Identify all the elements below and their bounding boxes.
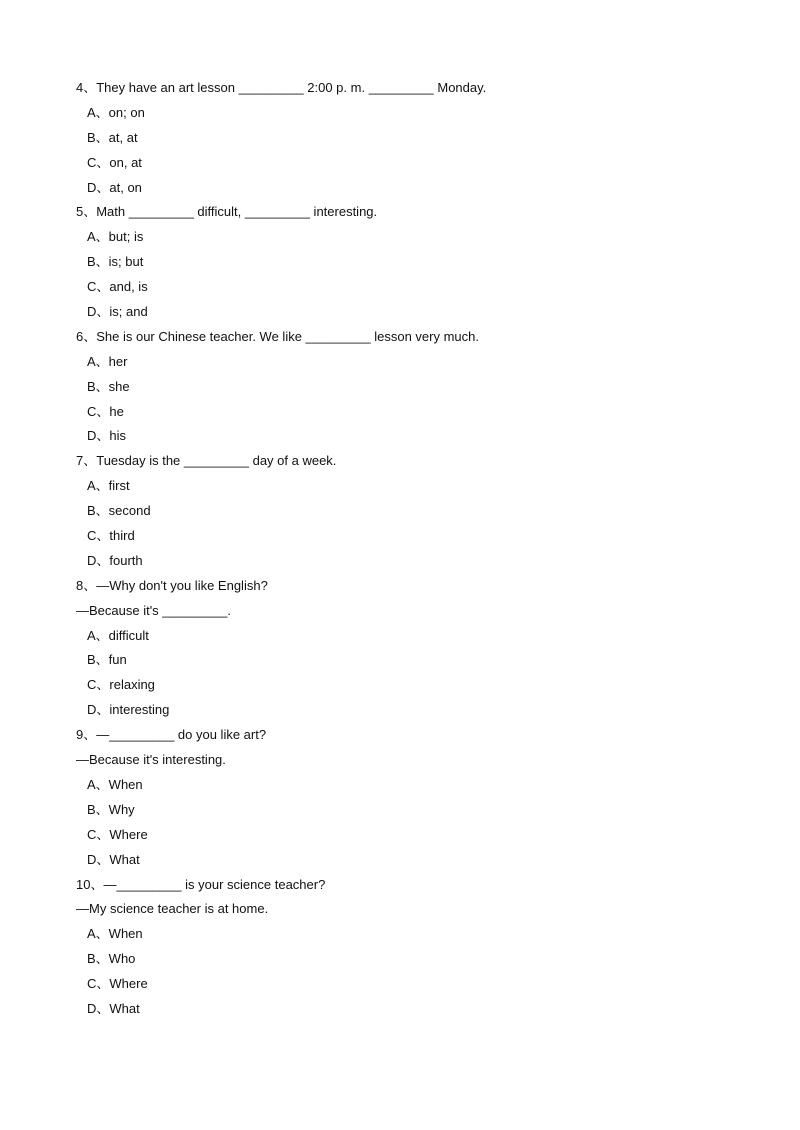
answer-option: C、on, at xyxy=(87,154,142,170)
answer-option: A、When xyxy=(87,776,143,792)
question-block xyxy=(76,873,736,1022)
answer-option: D、his xyxy=(87,428,127,444)
answer-option: B、at, at xyxy=(87,129,138,145)
answer-option: D、at, on xyxy=(87,179,142,195)
answer-option: B、Who xyxy=(87,951,136,967)
question-block xyxy=(76,574,736,723)
question-block xyxy=(76,200,736,324)
question-block xyxy=(76,723,736,872)
answer-option: B、is; but xyxy=(87,254,144,270)
question-stem: 5、Math _________ difficult, _________ interesting. xyxy=(76,204,378,220)
answer-option: A、on; on xyxy=(87,104,145,120)
answer-option: A、her xyxy=(87,353,128,369)
answer-option: B、she xyxy=(87,378,130,394)
question-block xyxy=(76,449,736,573)
answer-option: A、difficult xyxy=(87,627,149,643)
answer-option: C、Where xyxy=(87,826,148,842)
answer-option: B、second xyxy=(87,503,151,519)
question-dialogue-line: —My science teacher is at home. xyxy=(76,901,269,917)
answer-option: D、What xyxy=(87,851,140,867)
answer-option: C、and, is xyxy=(87,279,148,295)
answer-option: A、When xyxy=(87,926,143,942)
answer-option: B、Why xyxy=(87,801,135,817)
answer-option: D、fourth xyxy=(87,552,143,568)
answer-option: D、is; and xyxy=(87,304,148,320)
answer-option: A、first xyxy=(87,478,130,494)
answer-option: B、fun xyxy=(87,652,127,668)
answer-option: D、interesting xyxy=(87,702,170,718)
answer-option: C、Where xyxy=(87,976,148,992)
question-block xyxy=(76,325,736,449)
question-dialogue-line: —Because it's interesting. xyxy=(76,752,226,768)
question-stem: 6、She is our Chinese teacher. We like _________ lesson very much. xyxy=(76,328,479,344)
question-stem: 8、—Why don't you like English? xyxy=(76,577,268,593)
answer-option: C、he xyxy=(87,403,124,419)
question-stem: 7、Tuesday is the _________ day of a week. xyxy=(76,453,337,469)
question-stem: 4、They have an art lesson _________ 2:00 p. m. _________ Monday. xyxy=(76,80,487,95)
answer-option: C、third xyxy=(87,528,135,544)
question-dialogue-line: —Because it's _________. xyxy=(76,602,231,618)
question-stem: 10、—_________ is your science teacher? xyxy=(76,876,326,892)
answer-option: D、What xyxy=(87,1000,140,1016)
answer-option: C、relaxing xyxy=(87,677,155,693)
answer-option: A、but; is xyxy=(87,229,144,245)
question-block xyxy=(76,76,736,200)
question-stem: 9、—_________ do you like art? xyxy=(76,727,267,743)
question-list xyxy=(76,76,736,1022)
